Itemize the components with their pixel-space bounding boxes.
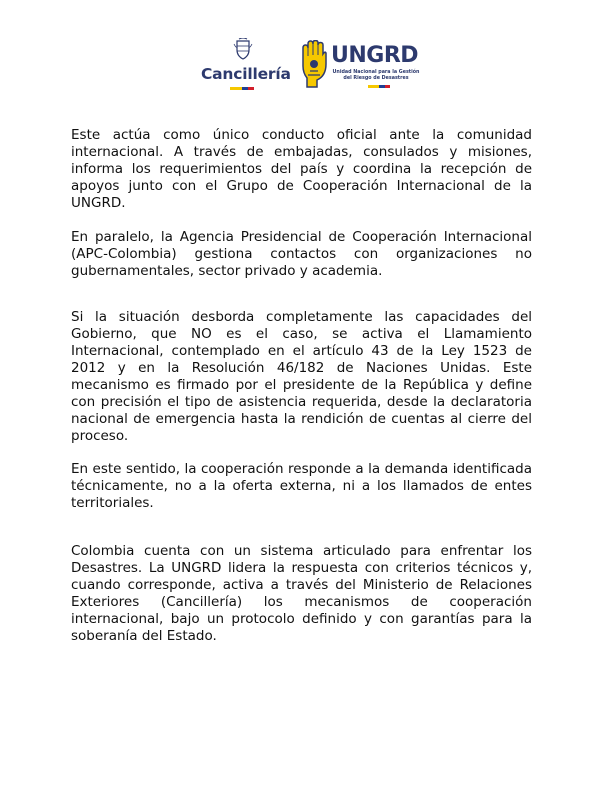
ungrd-name: UNGRD xyxy=(331,43,419,68)
paragraph-5: Colombia cuenta con un sistema articulado para enfrentar los Desastres. La UNGRD lidera la respuesta con criterios técnicos y, cuando corresponde, activa a través del Ministerio de Relaciones Exteriores (Cancillería) los mecanismos de cooperación internacional, bajo un protocolo definido y con garantías para la soberanía del Estado. xyxy=(71,543,532,644)
paragraph-4: En este sentido, la cooperación responde a la demanda identificada técnicamente, no a la oferta externa, ni a los llamados de entes territoriales. xyxy=(71,461,532,511)
colombia-flag-stripe xyxy=(368,85,390,88)
paragraph-1: Este actúa como único conducto oficial ante la comunidad internacional. A través de embajadas, consulados y misiones, informa los requerimientos del país y coordina la recepción de apoyos junto con el Grupo de Cooperación Internacional de la UNGRD. xyxy=(71,127,532,211)
paragraph-3: Si la situación desborda completamente las capacidades del Gobierno, que NO es el caso, se activa el Llamamiento Internacional, contemplado en el artículo 43 de la Ley 1523 de 2012 y en la Resolución 46/182 de Naciones Unidas. Este mecanismo es firmado por el presidente de la República y define con precisión el tipo de asistencia requerida, desde la declaratoria nacional de emergencia hasta la rendición de cuentas al cierre del proceso. xyxy=(71,309,532,444)
coat-of-arms-icon xyxy=(233,38,253,60)
raised-hand-icon xyxy=(300,40,328,88)
ungrd-logo xyxy=(300,40,420,100)
paragraph-2: En paralelo, la Agencia Presidencial de Cooperación Internacional (APC-Colombia) gestiona contactos con organizaciones no gubernamentales, sector privado y academia. xyxy=(71,229,532,279)
colombia-flag-stripe xyxy=(230,87,254,90)
cancilleria-text: Cancillería xyxy=(201,65,291,83)
cancilleria-logo xyxy=(198,38,291,98)
ungrd-subtitle: Unidad Nacional para la Gestión del Riesgo de Desastres xyxy=(332,70,420,81)
page-header xyxy=(0,0,605,110)
